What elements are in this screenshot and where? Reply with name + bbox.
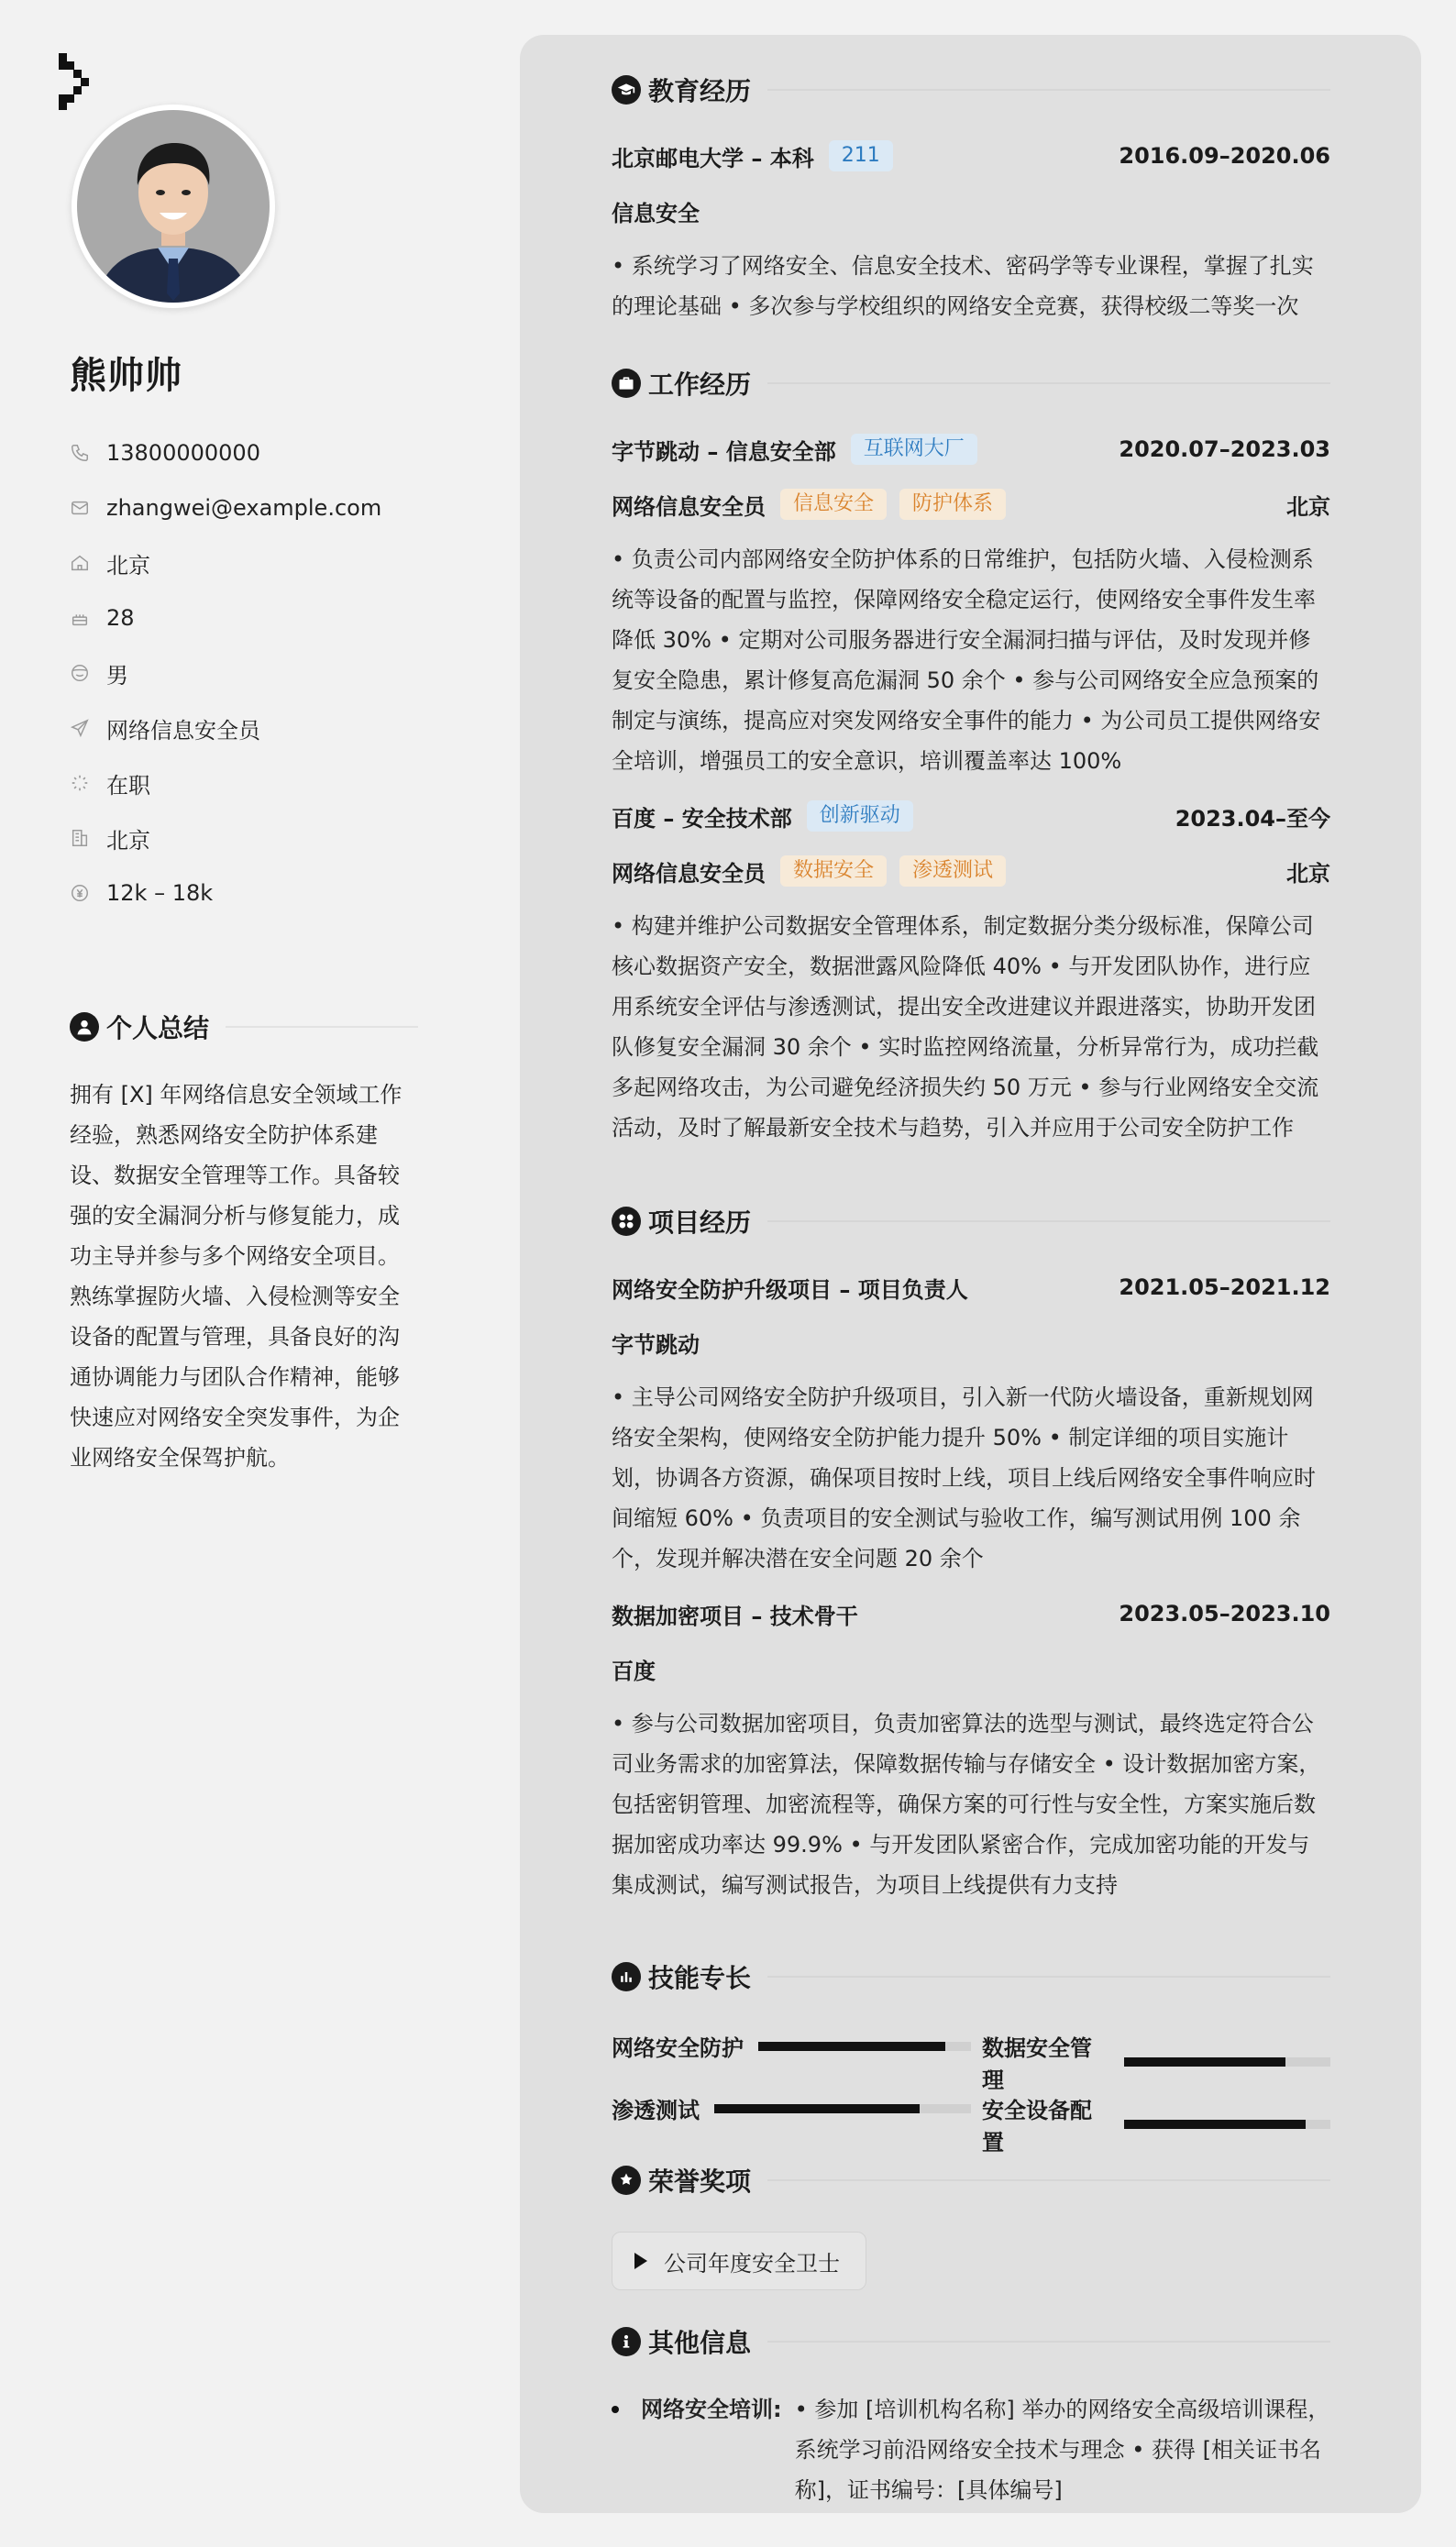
award-item [612, 2232, 866, 2290]
contact-status [70, 755, 455, 810]
contact-text: 在职 [106, 772, 150, 799]
other-section-title [612, 2321, 1330, 2362]
contact-salary [70, 866, 455, 921]
avatar-photo [77, 110, 270, 303]
skills-title: 技能专长 [648, 1963, 752, 1993]
work-item [612, 429, 1330, 781]
divider [767, 2179, 1330, 2181]
face-icon [70, 663, 90, 683]
grid-icon [612, 1207, 641, 1236]
contact-phone [70, 425, 455, 480]
project-desc: • 主导公司网络安全防护升级项目，引入新一代防火墙设备，重新规划网络安全架构，使网络安全防护能力提升 50% • 制定详细的项目实施计划，协调各方资源，确保项目按时上线，项目上线后网络安全事件响应时间缩短 60% • 负责项目的安全测试与验收工作，编写测试用例 100 余个，发现并解决潜在安全问题 20 余个 [612, 1384, 1316, 1571]
summary-section-title [70, 1009, 418, 1045]
major: 信息安全 [612, 200, 700, 226]
money-icon [70, 883, 90, 903]
trophy-icon [612, 2166, 641, 2195]
work-date: 2020.07–2023.03 [1119, 436, 1330, 462]
project-header [612, 1593, 1330, 1634]
contact-text: 男 [106, 662, 128, 689]
project-name: 数据加密项目 – 技术骨干 [612, 1603, 858, 1629]
skill-item [982, 2092, 1330, 2156]
skill-bar-fill [758, 2042, 945, 2051]
work-role-row [612, 851, 1330, 891]
major-row [612, 191, 1330, 231]
education-section [612, 70, 1330, 326]
education-date: 2016.09–2020.06 [1119, 143, 1330, 169]
building-icon [70, 828, 90, 848]
send-icon [70, 718, 90, 738]
skill-bar-fill [1124, 2057, 1285, 2067]
skill-bar-fill [714, 2104, 920, 2113]
other-text: • 参加 [培训机构名称] 举办的网络安全高级培训课程，系统学习前沿网络安全技术与理念 • 获得 [相关证书名称]，证书编号：[具体编号] [794, 2397, 1330, 2503]
project-item [612, 1267, 1330, 1579]
awards-section-title [612, 2160, 1330, 2200]
projects-section-title [612, 1201, 1330, 1241]
contact-gender [70, 645, 455, 700]
main-panel [520, 35, 1421, 2513]
summary-text: 拥有 [X] 年网络信息安全领域工作经验，熟悉网络安全防护体系建设、数据安全管理等工作。具备较强的安全漏洞分析与修复能力，成功主导并参与多个网络安全项目。熟练掌握防火墙、入侵检测等安全设备的配置与管理，具备良好的沟通协调能力与团队合作精神，能够快速应对网络安全突发事件，为企业网络安全保驾护航。 [70, 1082, 403, 1471]
school-tag: 211 [829, 140, 893, 171]
contact-info-list [70, 425, 455, 921]
work-company-row [612, 429, 1330, 469]
skill-name: 网络安全防护 [612, 2035, 744, 2061]
work-item [612, 796, 1330, 1148]
work-company-row [612, 796, 1330, 836]
bullet-icon [612, 2406, 619, 2413]
skill-tag: 信息安全 [780, 489, 887, 520]
award-text: 公司年度安全卫士 [664, 2250, 840, 2277]
user-circle-icon [70, 1012, 99, 1042]
contact-age [70, 590, 455, 645]
contact-location [70, 535, 455, 590]
project-desc: • 参与公司数据加密项目，负责加密算法的选型与测试，最终选定符合公司业务需求的加密算法，保障数据传输与存储安全 • 设计数据加密方案，包括密钥管理、加密流程等，确保方案的可行性与安全性，方案实施后数据加密成功率达 99.9% • 与开发团队紧密合作，完成加密功能的开发与集成测试，编写测试报告，为项目上线提供有力支持 [612, 1711, 1321, 1898]
other-item [612, 2389, 1330, 2510]
role-name: 网络信息安全员 [612, 493, 766, 520]
contact-text: 12k – 18k [106, 880, 214, 906]
company-name: 百度 – 安全技术部 [612, 805, 792, 832]
skill-name: 渗透测试 [612, 2098, 700, 2123]
education-header [612, 136, 1330, 176]
skills-grid [612, 1997, 1330, 2156]
divider [767, 2341, 1330, 2343]
work-section [612, 363, 1330, 1148]
avatar [72, 105, 275, 308]
skill-bar [1124, 2120, 1330, 2129]
divider [226, 1026, 418, 1028]
skill-item [612, 2092, 971, 2124]
education-section-title [612, 70, 1330, 110]
summary-title: 个人总结 [106, 1013, 210, 1043]
contact-city [70, 810, 455, 866]
project-item [612, 1593, 1330, 1905]
work-city: 北京 [1286, 860, 1330, 887]
skill-tag: 渗透测试 [899, 855, 1006, 887]
divider [767, 382, 1330, 384]
work-title: 工作经历 [648, 369, 752, 400]
skill-bar [758, 2042, 971, 2051]
projects-title: 项目经历 [648, 1207, 752, 1238]
skill-name: 安全设备配置 [982, 2098, 1092, 2156]
other-title: 其他信息 [648, 2328, 752, 2358]
school-name: 北京邮电大学 – 本科 [612, 145, 814, 171]
work-section-title [612, 363, 1330, 403]
education-title: 教育经历 [648, 76, 752, 106]
mail-icon [70, 498, 90, 518]
profile-name: 熊帅帅 [70, 355, 182, 397]
chart-icon [612, 1962, 641, 1991]
work-date: 2023.04–至今 [1175, 805, 1330, 832]
contact-text: 北京 [106, 827, 150, 854]
contact-text: 13800000000 [106, 440, 260, 466]
awards-title: 荣誉奖项 [648, 2167, 752, 2197]
info-icon [612, 2327, 641, 2356]
projects-section [612, 1201, 1330, 1905]
contact-job [70, 700, 455, 755]
project-org: 百度 [612, 1658, 656, 1684]
divider [767, 1220, 1330, 1222]
logo-icon [59, 53, 97, 110]
divider [767, 1976, 1330, 1978]
awards-section [612, 2160, 1330, 2290]
contact-text: zhangwei@example.com [106, 495, 382, 521]
contact-email [70, 480, 455, 535]
contact-text: 网络信息安全员 [106, 717, 260, 744]
work-desc: • 负责公司内部网络安全防护体系的日常维护，包括防火墙、入侵检测系统等设备的配置与监控，保障网络安全稳定运行，使网络安全事件发生率降低 30% • 定期对公司服务器进行安全漏洞扫描与评估，及时发现并修复安全隐患，累计修复高危漏洞 50 余个 • 参与公司网络安全应急预案的制定与演练，提高应对突发网络安全事件的能力 • 为公司员工提供网络安全培训，增强员工的安全意识，培训覆盖率达 100% [612, 546, 1321, 774]
skill-bar [1124, 2057, 1330, 2067]
project-date: 2023.05–2023.10 [1119, 1601, 1330, 1626]
project-org: 字节跳动 [612, 1331, 700, 1358]
skill-item [982, 2030, 1330, 2094]
work-desc: • 构建并维护公司数据安全管理体系，制定数据分类分级标准，保障公司核心数据资产安全，数据泄露风险降低 40% • 与开发团队协作，进行应用系统安全评估与渗透测试，提出安全改进建议并跟进落实，协助开发团队修复安全漏洞 30 余个 • 实时监控网络流量，分析异常行为，成功拦截多起网络攻击，为公司避免经济损失约 50 万元 • 参与行业网络安全交流活动，及时了解最新安全技术与趋势，引入并应用于公司安全防护工作 [612, 913, 1319, 1141]
skill-item [612, 2030, 971, 2062]
company-name: 字节跳动 – 信息安全部 [612, 438, 836, 465]
graduation-cap-icon [612, 75, 641, 105]
play-icon [634, 2253, 647, 2269]
divider [767, 89, 1330, 91]
contact-text: 28 [106, 605, 135, 631]
work-role-row [612, 484, 1330, 524]
cake-icon [70, 608, 90, 628]
contact-text: 北京 [106, 552, 150, 579]
project-org-row [612, 1322, 1330, 1362]
skill-tag: 防护体系 [899, 489, 1006, 520]
project-org-row [612, 1648, 1330, 1689]
skill-name: 数据安全管理 [982, 2035, 1092, 2093]
home-icon [70, 553, 90, 573]
phone-icon [70, 443, 90, 463]
education-desc: • 系统学习了网络安全、信息安全技术、密码学等专业课程，掌握了扎实的理论基础 • 多次参与学校组织的网络安全竞赛，获得校级二等奖一次 [612, 253, 1314, 319]
other-section [612, 2321, 1330, 2510]
loading-icon [70, 773, 90, 793]
company-tag: 创新驱动 [807, 800, 913, 832]
skill-bar [714, 2104, 971, 2113]
work-city: 北京 [1286, 493, 1330, 520]
project-header [612, 1267, 1330, 1307]
other-label: 网络安全培训: [641, 2397, 782, 2422]
skills-section-title [612, 1957, 1330, 1997]
sidebar [0, 0, 495, 2547]
project-name: 网络安全防护升级项目 – 项目负责人 [612, 1276, 968, 1303]
role-name: 网络信息安全员 [612, 860, 766, 887]
briefcase-icon [612, 369, 641, 398]
company-tag: 互联网大厂 [851, 434, 977, 465]
project-date: 2021.05–2021.12 [1119, 1274, 1330, 1300]
skill-tag: 数据安全 [780, 855, 887, 887]
skills-section [612, 1957, 1330, 2156]
skill-bar-fill [1124, 2120, 1306, 2129]
